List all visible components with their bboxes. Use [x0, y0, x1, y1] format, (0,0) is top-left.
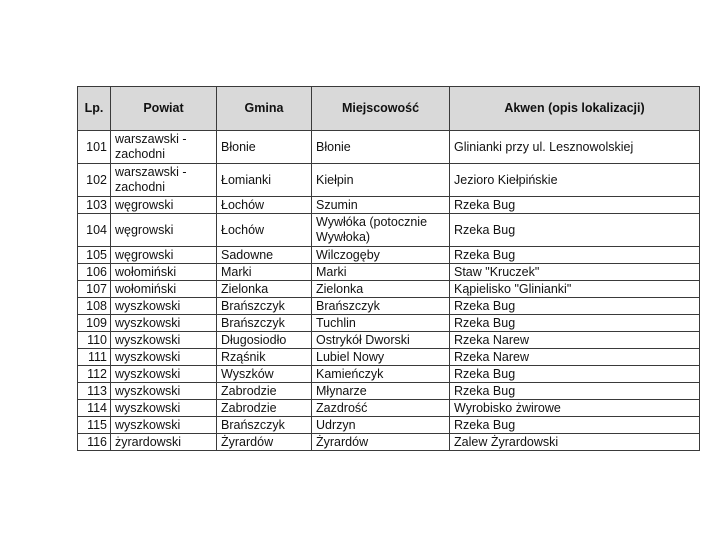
- cell-akwen: Jezioro Kiełpińskie: [450, 164, 700, 197]
- cell-lp: 106: [78, 264, 111, 281]
- cell-lp: 115: [78, 417, 111, 434]
- cell-powiat: wyszkowski: [111, 332, 217, 349]
- cell-miejscowosc: Szumin: [312, 197, 450, 214]
- cell-gmina: Sadowne: [217, 247, 312, 264]
- cell-miejscowosc: Lubiel Nowy: [312, 349, 450, 366]
- cell-gmina: Rząśnik: [217, 349, 312, 366]
- table-row: [78, 366, 700, 383]
- cell-gmina: Zabrodzie: [217, 400, 312, 417]
- cell-miejscowosc: Tuchlin: [312, 315, 450, 332]
- header-miejscowosc: Miejscowość: [312, 87, 450, 131]
- cell-miejscowosc: Błonie: [312, 131, 450, 164]
- cell-lp: 107: [78, 281, 111, 298]
- cell-miejscowosc: Zazdrość: [312, 400, 450, 417]
- cell-akwen: Staw "Kruczek": [450, 264, 700, 281]
- cell-powiat: wołomiński: [111, 264, 217, 281]
- cell-gmina: Brańszczyk: [217, 417, 312, 434]
- cell-akwen: Rzeka Bug: [450, 214, 700, 247]
- cell-lp: 108: [78, 298, 111, 315]
- table-row: [78, 281, 700, 298]
- cell-powiat: żyrardowski: [111, 434, 217, 451]
- header-powiat: Powiat: [111, 87, 217, 131]
- cell-powiat: wołomiński: [111, 281, 217, 298]
- header-row: [78, 87, 700, 131]
- cell-miejscowosc: Udrzyn: [312, 417, 450, 434]
- cell-powiat: wyszkowski: [111, 349, 217, 366]
- cell-miejscowosc: Kamieńczyk: [312, 366, 450, 383]
- cell-akwen: Rzeka Bug: [450, 366, 700, 383]
- cell-gmina: Wyszków: [217, 366, 312, 383]
- cell-lp: 111: [78, 349, 111, 366]
- cell-gmina: Żyrardów: [217, 434, 312, 451]
- cell-gmina: Błonie: [217, 131, 312, 164]
- table-row: [78, 214, 700, 247]
- cell-powiat: węgrowski: [111, 214, 217, 247]
- cell-powiat: wyszkowski: [111, 315, 217, 332]
- cell-powiat: wyszkowski: [111, 298, 217, 315]
- table-row: [78, 349, 700, 366]
- cell-powiat: węgrowski: [111, 197, 217, 214]
- cell-akwen: Rzeka Bug: [450, 298, 700, 315]
- cell-akwen: Rzeka Narew: [450, 349, 700, 366]
- cell-lp: 103: [78, 197, 111, 214]
- table-row: [78, 131, 700, 164]
- cell-akwen: Wyrobisko żwirowe: [450, 400, 700, 417]
- cell-gmina: Brańszczyk: [217, 298, 312, 315]
- cell-akwen: Kąpielisko "Glinianki": [450, 281, 700, 298]
- cell-miejscowosc: Marki: [312, 264, 450, 281]
- cell-powiat: warszawski - zachodni: [111, 131, 217, 164]
- cell-akwen: Rzeka Bug: [450, 197, 700, 214]
- cell-akwen: Rzeka Bug: [450, 247, 700, 264]
- cell-gmina: Zabrodzie: [217, 383, 312, 400]
- cell-lp: 109: [78, 315, 111, 332]
- cell-powiat: wyszkowski: [111, 400, 217, 417]
- cell-miejscowosc: Młynarze: [312, 383, 450, 400]
- cell-lp: 105: [78, 247, 111, 264]
- cell-lp: 112: [78, 366, 111, 383]
- cell-lp: 104: [78, 214, 111, 247]
- cell-akwen: Rzeka Bug: [450, 417, 700, 434]
- cell-lp: 116: [78, 434, 111, 451]
- cell-powiat: wyszkowski: [111, 366, 217, 383]
- cell-gmina: Długosiodło: [217, 332, 312, 349]
- cell-gmina: Łomianki: [217, 164, 312, 197]
- cell-gmina: Łochów: [217, 197, 312, 214]
- cell-lp: 114: [78, 400, 111, 417]
- cell-gmina: Brańszczyk: [217, 315, 312, 332]
- table-row: [78, 197, 700, 214]
- table-row: [78, 164, 700, 197]
- table-row: [78, 383, 700, 400]
- cell-lp: 101: [78, 131, 111, 164]
- cell-lp: 113: [78, 383, 111, 400]
- header-gmina: Gmina: [217, 87, 312, 131]
- cell-miejscowosc: Żyrardów: [312, 434, 450, 451]
- cell-miejscowosc: Ostrykół Dworski: [312, 332, 450, 349]
- cell-powiat: węgrowski: [111, 247, 217, 264]
- cell-miejscowosc: Zielonka: [312, 281, 450, 298]
- cell-powiat: warszawski - zachodni: [111, 164, 217, 197]
- cell-powiat: wyszkowski: [111, 383, 217, 400]
- table-row: [78, 417, 700, 434]
- cell-akwen: Rzeka Bug: [450, 315, 700, 332]
- bathing-sites-table: [77, 86, 700, 451]
- table-row: [78, 332, 700, 349]
- cell-gmina: Łochów: [217, 214, 312, 247]
- cell-akwen: Rzeka Bug: [450, 383, 700, 400]
- cell-powiat: wyszkowski: [111, 417, 217, 434]
- table-row: [78, 400, 700, 417]
- header-lp: Lp.: [78, 87, 111, 131]
- table-row: [78, 434, 700, 451]
- cell-lp: 110: [78, 332, 111, 349]
- table-row: [78, 298, 700, 315]
- cell-gmina: Zielonka: [217, 281, 312, 298]
- header-akwen: Akwen (opis lokalizacji): [450, 87, 700, 131]
- cell-akwen: Rzeka Narew: [450, 332, 700, 349]
- cell-akwen: Glinianki przy ul. Lesznowolskiej: [450, 131, 700, 164]
- table-row: [78, 264, 700, 281]
- cell-miejscowosc: Brańszczyk: [312, 298, 450, 315]
- cell-miejscowosc: Wywłóka (potocznie Wywłoka): [312, 214, 450, 247]
- cell-miejscowosc: Wilczogęby: [312, 247, 450, 264]
- table-row: [78, 315, 700, 332]
- cell-akwen: Zalew Żyrardowski: [450, 434, 700, 451]
- table-row: [78, 247, 700, 264]
- cell-lp: 102: [78, 164, 111, 197]
- cell-miejscowosc: Kiełpin: [312, 164, 450, 197]
- cell-gmina: Marki: [217, 264, 312, 281]
